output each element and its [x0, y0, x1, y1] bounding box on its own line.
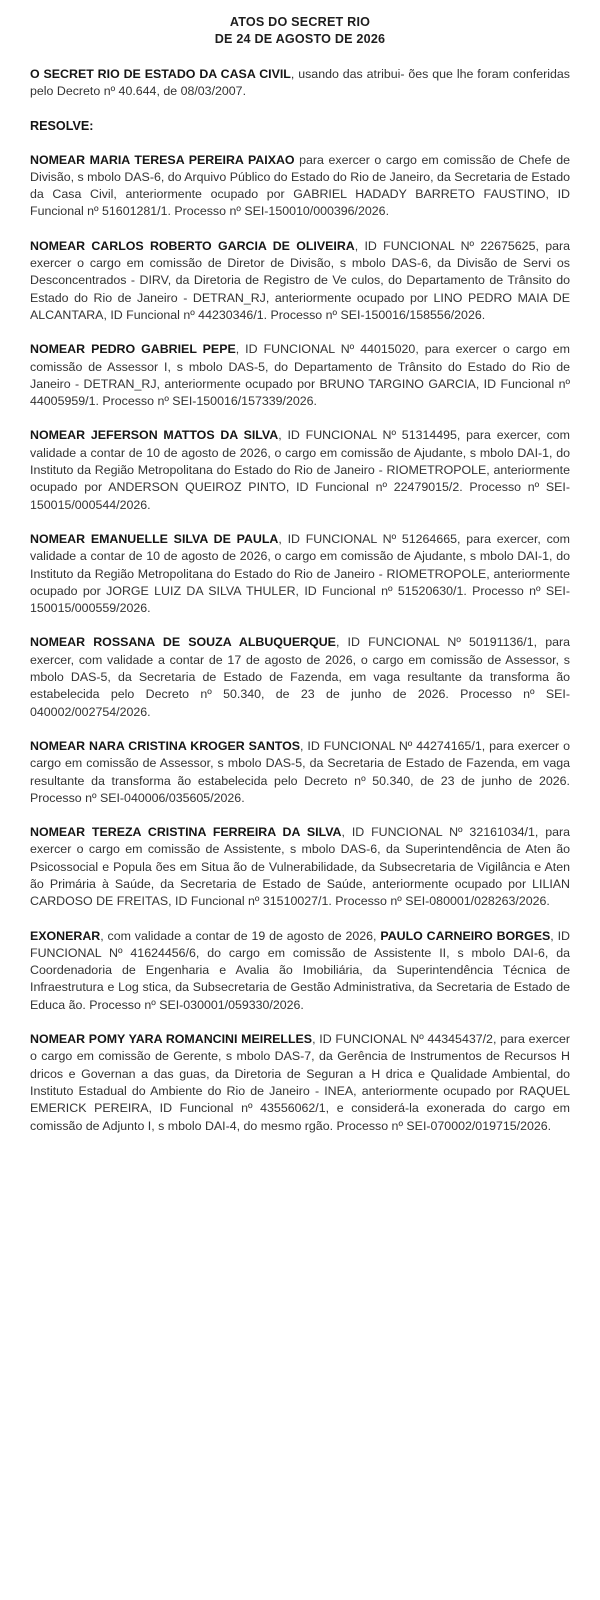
act-text: para exercer o cargo em comissão de Chefe de Divisão, s mbolo DAS-6, do Arquivo Público do Estado do Rio de Janeiro, da Secretaria de Estado da Casa Civil, anteriormente ocupado por GABRIEL HADADY BARRETO FAUSTINO, ID Funcional nº 51601281/1. Processo nº SEI-150010/000396/2026.	[30, 152, 570, 219]
act-text: , ID FUNCIONAL Nº 44345437/2, para exercer o cargo em comissão de Gerente, s mbolo DAS-7, da Gerência de Instrumentos de Recursos H dricos e Governan a das guas, da Diretoria de Seguran a H drica e Qualidade Ambiental, do Instituto Estadual do Ambiente do Rio de Janeiro - INEA, anteriormente ocupado por RAQUEL EMERICK PEREIRA, ID Funcional nº 43556062/1, e considerá-la exonerada do cargo em comissão de Adjunto I, s mbolo DAI-4, do mesmo rgão. Processo nº SEI-070002/019715/2026.	[30, 1032, 570, 1133]
act-paragraph	[30, 427, 570, 513]
intro-text: , usando das atribui- ões que lhe foram conferidas pelo Decreto nº 40.644, de 08/03/2007.	[30, 67, 571, 99]
act-lead: NOMEAR CARLOS ROBERTO GARCIA DE OLIVEIRA	[30, 238, 355, 253]
act-paragraph	[30, 1031, 570, 1135]
intro-paragraph	[30, 66, 570, 101]
act-lead: NOMEAR TEREZA CRISTINA FERREIRA DA SILVA	[30, 825, 342, 840]
act-lead: EXONERAR	[30, 928, 101, 943]
act-person: PAULO CARNEIRO BORGES	[380, 928, 551, 943]
act-text: , ID FUNCIONAL Nº 50191136/1, para exercer, com validade a contar de 17 de agosto de 2026, o cargo em comissão de Assessor, s mbolo DAS-5, da Secretaria de Estado de Fazenda, em vaga resultante da transforma ão estabelecida pelo Decreto nº 50.340, de 23 de junho de 2026. Processo nº SEI-040002/002754/2026.	[30, 635, 570, 719]
act-text: , ID FUNCIONAL Nº 44274165/1, para exercer o cargo em comissão de Assessor, s mbolo DAS-5, da Secretaria de Estado de Fazenda, em vaga resultante da transforma ão estabelecida pelo Decreto nº 50.340, de 23 de junho de 2026. Processo nº SEI-040006/035605/2026.	[30, 738, 571, 805]
act-text: , ID FUNCIONAL Nº 51264665, para exercer, com validade a contar de 10 de agosto de 2026, o cargo em comissão de Ajudante, s mbolo DAI-1, do Instituto da Região Metropolitana do Estado do Rio de Janeiro - RIOMETROPOLE, anteriormente ocupado por JORGE LUIZ DA SILVA THULER, ID Funcional nº 51520630/1. Processo nº SEI-150015/000559/2026.	[30, 531, 570, 616]
act-lead: NOMEAR PEDRO GABRIEL PEPE	[30, 342, 236, 357]
act-text: , ID FUNCIONAL Nº 32161034/1, para exercer o cargo em comissão de Assistente, s mbolo DAS-6, da Superintendência de Aten ão Psicossocial e Popula ões em Situa ão de Vulnerabilidade, da Subsecretaria de Vigilância e Aten ão Primária à Saúde, da Secretaria de Estado de Saúde, anteriormente ocupado por LILIAN CARDOSO DE FREITAS, ID Funcional nº 31510027/1. Processo nº SEI-080001/028263/2026.	[30, 825, 570, 909]
act-paragraph	[30, 738, 570, 807]
act-text-continued: , ID FUNCIONAL Nº 41624456/6, do cargo em comissão de Assistente II, s mbolo DAI-6, da Coordenadoria de Engenharia e Avalia ão Imobiliária, da Superintendência Técnica de Infraestrutura e Log stica, da Subsecretaria de Gestão Administrativa, da Secretaria de Estado de Educa ão. Processo nº SEI-030001/059330/2026.	[30, 928, 570, 1012]
act-lead: NOMEAR ROSSANA DE SOUZA ALBUQUERQUE	[30, 635, 336, 650]
act-lead: NOMEAR NARA CRISTINA KROGER SANTOS	[30, 738, 301, 753]
act-text: , ID FUNCIONAL Nº 51314495, para exercer, com validade a contar de 10 de agosto de 2026, o cargo em comissão de Ajudante, s mbolo DAI-1, do Instituto da Região Metropolitana do Estado do Rio de Janeiro - RIOMETROPOLE, anteriormente ocupado por ANDERSON QUEIROZ PINTO, ID Funcional nº 22479015/2. Processo nº SEI-150015/000544/2026.	[30, 428, 570, 512]
act-lead: NOMEAR JEFERSON MATTOS DA SILVA	[30, 428, 279, 443]
act-lead: NOMEAR POMY YARA ROMANCINI MEIRELLES	[30, 1032, 313, 1047]
act-paragraph	[30, 152, 570, 221]
title-line-2: DE 24 DE AGOSTO DE 2026	[214, 32, 386, 46]
act-paragraph	[30, 341, 570, 410]
resolve-label: RESOLVE:	[30, 118, 94, 133]
act-text: , com validade a contar de 19 de agosto de 2026,	[100, 928, 381, 943]
act-text: , ID FUNCIONAL Nº 22675625, para exercer o cargo em comissão de Diretor de Divisão, s mbolo DAS-6, da Divisão de Servi os Desconcentrados - DIRV, da Diretoria de Registro de Ve culos, do Departamento de Trânsito do Estado do Rio de Janeiro - DETRAN_RJ, anteriormente ocupado por LINO PEDRO MAIA DE ALCANTARA, ID Funcional nº 44230346/1. Processo nº SEI-150016/158556/2026.	[30, 238, 570, 322]
act-paragraph	[30, 634, 570, 720]
act-paragraph	[30, 928, 570, 1014]
act-paragraph	[30, 531, 570, 617]
act-paragraph	[30, 238, 570, 324]
intro-authority: O SECRET RIO DE ESTADO DA CASA CIVIL	[30, 67, 291, 81]
act-text: , ID FUNCIONAL Nº 44015020, para exercer o cargo em comissão de Assessor I, s mbolo DAS-5, do Departamento de Trânsito do Estado do Rio de Janeiro - DETRAN_RJ, anteriormente ocupado por BRUNO TARGINO GARCIA, ID Funcional nº 44005959/1. Processo nº SEI-150016/157339/2026.	[30, 342, 570, 409]
document-title	[30, 14, 570, 48]
act-paragraph	[30, 824, 570, 910]
act-lead: NOMEAR MARIA TERESA PEREIRA PAIXAO	[30, 152, 295, 167]
title-line-1: ATOS DO SECRET RIO	[229, 15, 371, 29]
act-lead: NOMEAR EMANUELLE SILVA DE PAULA	[30, 531, 279, 546]
